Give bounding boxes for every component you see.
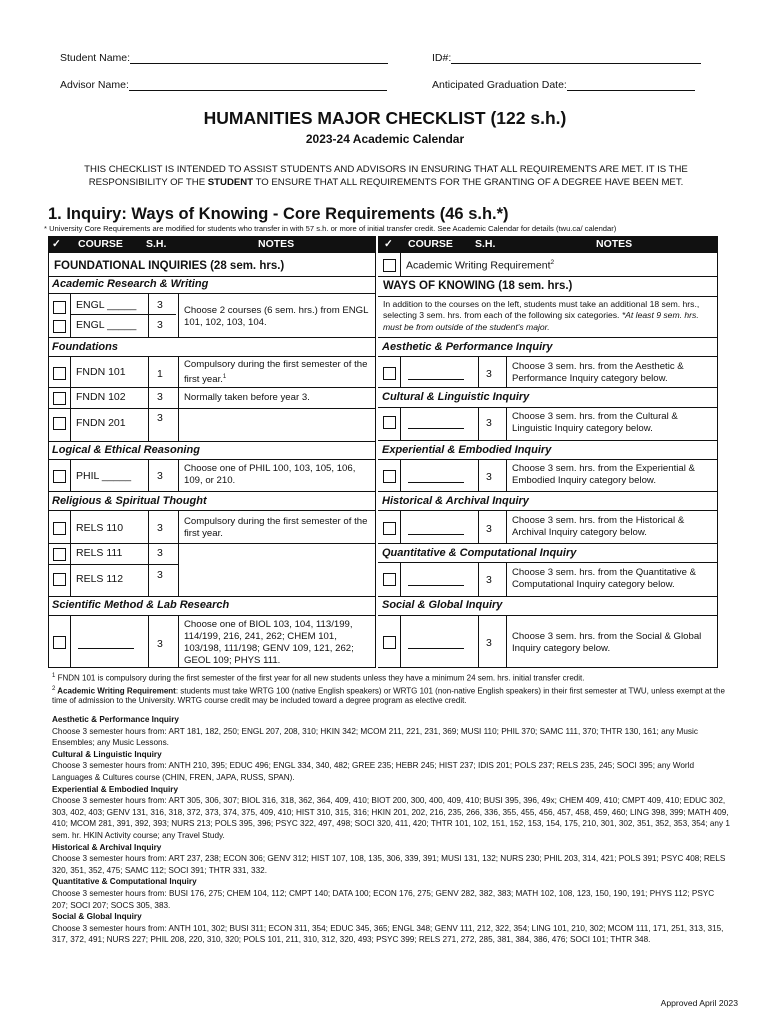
aesthetic-note: Choose 3 sem. hrs. from the Aesthetic & Performance Inquiry category below.: [512, 361, 684, 384]
cultural-checkbox[interactable]: [383, 416, 396, 429]
science-checkbox[interactable]: [53, 636, 66, 649]
student-name-field[interactable]: [60, 52, 388, 64]
engl-2-sh: 3: [157, 319, 163, 331]
category-details: [52, 714, 732, 946]
page-subtitle: 2023-24 Academic Calendar: [305, 132, 465, 146]
detail-text: Choose 3 semester hours from: ANTH 210, 395; EDUC 496; ENGL 334, 340, 482; GREE 235; HEBR 245; HIST 237; IDIS 201; POLS 237; RELS 235, 245; SOCI 395; any World Languages & Cultures course (CHIN, FREN, JAPA, RUSS, SPAN).: [52, 761, 694, 782]
detail-quantitative: [52, 876, 732, 911]
fndn-102-sh: 3: [157, 391, 163, 403]
engl-1-sh: 3: [157, 299, 163, 311]
graduation-date-field[interactable]: [432, 79, 695, 91]
wok-note-a: In addition to the courses on the left, students must take an additional 18 sem. hrs., selecting 3 sem. hrs. from each of the following six categories.: [383, 299, 700, 321]
experiential-course-blank[interactable]: [408, 482, 464, 483]
awr-sup: 2: [550, 259, 555, 266]
course-header-right: COURSE: [408, 238, 453, 250]
footnotes: [52, 671, 742, 706]
fndn-101-course: FNDN 101: [76, 366, 126, 378]
category-quantitative: Quantitative & Computational Inquiry: [382, 547, 577, 559]
fndn-102-note: Normally taken before year 3.: [184, 392, 310, 403]
awr-checkbox[interactable]: [383, 259, 396, 272]
rels-112-course: RELS 112: [76, 573, 124, 585]
foundational-inquiries-title: FOUNDATIONAL INQUIRIES (28 sem. hrs.): [54, 260, 285, 272]
experiential-sh: 3: [486, 471, 492, 483]
social-checkbox[interactable]: [383, 636, 396, 649]
fndn-102-course: FNDN 102: [76, 391, 126, 403]
section-note: * University Core Requirements are modified for students who transfer in with 57 s.h. or more of initial transfer credit. See Academic Calendar for details (twu.ca/ calendar): [44, 224, 617, 233]
rels-110-checkbox[interactable]: [53, 522, 66, 535]
detail-text: Choose 3 semester hours from: ANTH 101, 302; BUSI 311; ECON 311, 354; EDUC 345, 365; ENGL 348; GENV 111, 212, 322, 354; LING 101, 210, 302; MCOM 111, 171, 251, 313, 315, 317, 372, 491; NURS 227; PHIL 208, 220, 310, 320; POLS 101, 211, 310, 312, 320, 493; PSYC 399; RELS 271, 272, 285, 381, 384, 386, 476; SOCI 101; THTR 348.: [52, 923, 724, 945]
fndn-101-note: [184, 359, 370, 386]
fndn-201-checkbox[interactable]: [53, 417, 66, 430]
intro-part2: TO ENSURE THAT ALL REQUIREMENTS FOR THE GRANTING OF A DEGREE HAVE BEEN MET.: [253, 176, 684, 188]
fndn-101-checkbox[interactable]: [53, 367, 66, 380]
experiential-checkbox[interactable]: [383, 470, 396, 483]
engl-1-course[interactable]: ENGL _____: [76, 299, 137, 311]
aesthetic-sh: 3: [486, 368, 492, 380]
engl-2-course[interactable]: ENGL _____: [76, 319, 137, 331]
detail-heading: Historical & Archival Inquiry: [52, 842, 162, 852]
engl-2-checkbox[interactable]: [53, 320, 66, 333]
social-course-blank[interactable]: [408, 648, 464, 649]
intro-text: [66, 164, 706, 189]
wok-note-b: *At least 9 sem. hrs. must be from outside of the student's major.: [383, 310, 699, 332]
advisor-name-line[interactable]: [129, 79, 387, 91]
fndn-101-note-text: Compulsory during the first semester of the first year.: [184, 359, 368, 386]
approved-date: Approved April 2023: [660, 998, 738, 1008]
fndn-101-sh: 1: [157, 368, 163, 380]
intro-part1: THIS CHECKLIST IS INTENDED TO ASSIST STUDENTS AND ADVISORS IN ENSURING THAT ALL REQUIREMENTS ARE MET. IT IS THE RESPONSIBILITY OF THE: [84, 164, 688, 188]
footnote-2: [52, 684, 742, 707]
footnote-1-sup: 1: [52, 673, 56, 679]
advisor-name-label: Advisor Name:: [60, 79, 129, 91]
detail-text: Choose 3 semester hours from: ART 181, 182, 250; ENGL 207, 208, 310; HKIN 342; MCOM 211, 221, 231, 369; MUSI 110; PHIL 370; SAMC 111, 370; THTR 130, 161; any Music Ensembles; any Music Lessons.: [52, 726, 698, 748]
id-line[interactable]: [451, 52, 701, 64]
left-table-header: [48, 236, 376, 253]
category-cultural: Cultural & Linguistic Inquiry: [382, 391, 530, 403]
detail-aesthetic: [52, 714, 732, 749]
detail-cultural: [52, 749, 732, 784]
sh-header-right: S.H.: [475, 238, 496, 250]
detail-text: Choose 3 semester hours from: ART 305, 306, 307; BIOL 316, 318, 362, 364, 409, 410; BIOT 200, 300, 400, 409, 410; BUSI 395, 396, 49x; CHEM 409, 410; CMPT 409, 410; EDUC 302, 303, 402, 403; GENV 131, 316, 318, 372, 373, 374, 375, 409, 410; HIST 310, 315, 316; HKIN 201, 202, 216, 235, 266, 336, 355, 455, 456, 457, 458, 459, 460; LING 398, 399; MATH 409, 410; MCOM 281, 391, 392, 393; NURS 213; POLS 395, 396; PSYC 322, 497, 498; SOCI 320, 411, 420; THTR 101, 102, 151, 152, 153, 154, 175, 210, 301, 302, 351, 352, 353, 354; any 1 sem. hr. HKIN Activity course; any Travel Study.: [52, 796, 730, 840]
experiential-note: Choose 3 sem. hrs. from the Experiential & Embodied Inquiry category below.: [512, 463, 695, 486]
aesthetic-course-blank[interactable]: [408, 379, 464, 380]
footnote-1-text: FNDN 101 is compulsory during the first semester of the first year for all new students unless they have a minimum 24 sem. hrs. initial transfer credit.: [55, 673, 585, 683]
id-label: ID#:: [432, 52, 452, 64]
category-logical-ethical: Logical & Ethical Reasoning: [52, 444, 200, 456]
engl-1-checkbox[interactable]: [53, 301, 66, 314]
historical-sh: 3: [486, 523, 492, 535]
fndn-102-checkbox[interactable]: [53, 392, 66, 405]
phil-course[interactable]: PHIL _____: [76, 470, 132, 482]
awr-label: [406, 259, 554, 272]
detail-heading: Experiential & Embodied Inquiry: [52, 784, 179, 794]
aesthetic-checkbox[interactable]: [383, 367, 396, 380]
cultural-note: Choose 3 sem. hrs. from the Cultural & Linguistic Inquiry category below.: [512, 411, 678, 434]
section-title: 1. Inquiry: Ways of Knowing - Core Requirements (46 s.h.*): [48, 205, 509, 223]
cultural-course-blank[interactable]: [408, 428, 464, 429]
footnote-1: [52, 671, 742, 684]
phil-sh: 3: [157, 470, 163, 482]
awr-text: Academic Writing Requirement: [406, 259, 551, 272]
science-course-blank[interactable]: [78, 648, 134, 649]
rels-110-note: Compulsory during the first semester of the first year.: [184, 516, 368, 539]
footnote-2-text: : students must take WRTG 100 (native English speakers) or WRTG 101 (non-native English speakers) in their first semester at TWU, unless exempt at the time of admission to the University. WRTG course credit may be included toward a degree program as elective credit.: [52, 686, 725, 706]
historical-course-blank[interactable]: [408, 534, 464, 535]
fndn-101-note-sup: 1: [222, 374, 227, 380]
fndn-201-sh: 3: [157, 412, 163, 424]
footnote-2-bold: Academic Writing Requirement: [55, 686, 176, 696]
right-table-header: [378, 236, 718, 253]
category-religious-spiritual: Religious & Spiritual Thought: [52, 495, 207, 507]
sh-header: S.H.: [146, 238, 167, 250]
student-name-label: Student Name:: [60, 52, 131, 64]
notes-header: NOTES: [258, 238, 295, 250]
historical-checkbox[interactable]: [383, 522, 396, 535]
ways-of-knowing-title: WAYS OF KNOWING (18 sem. hrs.): [383, 280, 573, 292]
quantitative-checkbox[interactable]: [383, 573, 396, 586]
detail-heading: Quantitative & Computational Inquiry: [52, 877, 197, 887]
rels-111-course: RELS 111: [76, 547, 123, 559]
detail-historical: [52, 842, 732, 877]
left-column: [48, 253, 376, 667]
cultural-sh: 3: [486, 417, 492, 429]
category-social-global: Social & Global Inquiry: [382, 599, 503, 611]
quantitative-course-blank[interactable]: [408, 585, 464, 586]
student-name-line[interactable]: [130, 52, 388, 64]
footnote-2-sup: 2: [52, 685, 56, 692]
phil-note: Choose one of PHIL 100, 103, 105, 106, 109, or 210.: [184, 463, 356, 486]
engl-note: Choose 2 courses (6 sem. hrs.) from ENGL 101, 102, 103, 104.: [184, 305, 369, 328]
quantitative-note: Choose 3 sem. hrs. from the Quantitative & Computational Inquiry category below.: [512, 567, 696, 590]
right-column: [378, 253, 718, 667]
category-academic-research: Academic Research & Writing: [52, 278, 209, 290]
detail-heading: Aesthetic & Performance Inquiry: [52, 715, 179, 724]
check-header: ✓: [52, 238, 61, 250]
detail-heading: Cultural & Linguistic Inquiry: [52, 749, 162, 759]
intro-bold: STUDENT: [207, 176, 254, 188]
rels-112-sh: 3: [157, 569, 163, 581]
historical-note: Choose 3 sem. hrs. from the Historical & Archival Inquiry category below.: [512, 515, 685, 538]
page-title: HUMANITIES MAJOR CHECKLIST (122 s.h.): [203, 108, 567, 128]
detail-text: Choose 3 semester hours from: BUSI 176, 275; CHEM 104, 112; CMPT 140; DATA 100; ECON 176, 275; GENV 282, 382, 383; MATH 102, 108, 123, 150, 190, 191; PHYS 112; PSYC 207; SOCI 207; SOCS 305, 383.: [52, 888, 715, 910]
graduation-date-line[interactable]: [567, 79, 695, 91]
category-foundations: Foundations: [52, 341, 118, 353]
notes-header-right: NOTES: [596, 238, 633, 250]
social-note: Choose 3 sem. hrs. from the Social & Global Inquiry category below.: [512, 631, 702, 654]
category-scientific-method: Scientific Method & Lab Research: [52, 599, 230, 611]
phil-checkbox[interactable]: [53, 470, 66, 483]
category-historical: Historical & Archival Inquiry: [382, 495, 529, 507]
detail-experiential: [52, 784, 732, 842]
check-header-right: ✓: [384, 238, 393, 250]
category-aesthetic: Aesthetic & Performance Inquiry: [382, 341, 553, 353]
ways-of-knowing-note: [383, 299, 715, 333]
science-sh: 3: [157, 638, 163, 650]
detail-heading: Social & Global Inquiry: [52, 912, 142, 922]
rels-111-sh: 3: [157, 547, 163, 559]
rels-112-checkbox[interactable]: [53, 573, 66, 586]
social-sh: 3: [486, 637, 492, 649]
rels-111-checkbox[interactable]: [53, 548, 66, 561]
detail-social: [52, 911, 732, 946]
fndn-201-course: FNDN 201: [76, 417, 126, 429]
advisor-name-field[interactable]: [60, 79, 387, 91]
quantitative-sh: 3: [486, 574, 492, 586]
id-field[interactable]: [432, 52, 701, 64]
detail-text: Choose 3 semester hours from: ART 237, 238; ECON 306; GENV 312; HIST 107, 108, 135, 306, 339, 391; MUSI 131, 132; NURS 230; PHIL 203, 314, 421; POLS 391; PSYC 408; RELS 320, 351, 352, 475; SAMC 112; SOCI 391; THTR 331, 332.: [52, 854, 726, 875]
category-experiential: Experiential & Embodied Inquiry: [382, 444, 552, 456]
rels-110-course: RELS 110: [76, 522, 124, 534]
science-note: Choose one of BIOL 103, 104, 113/199, 114/199, 216, 241, 262; CHEM 101, 103/198, 111/198; GENV 109, 121, 262; GEOL 109; PHYS 111.: [184, 619, 354, 666]
rels-110-sh: 3: [157, 522, 163, 534]
course-header: COURSE: [78, 238, 123, 250]
graduation-date-label: Anticipated Graduation Date:: [432, 79, 567, 91]
